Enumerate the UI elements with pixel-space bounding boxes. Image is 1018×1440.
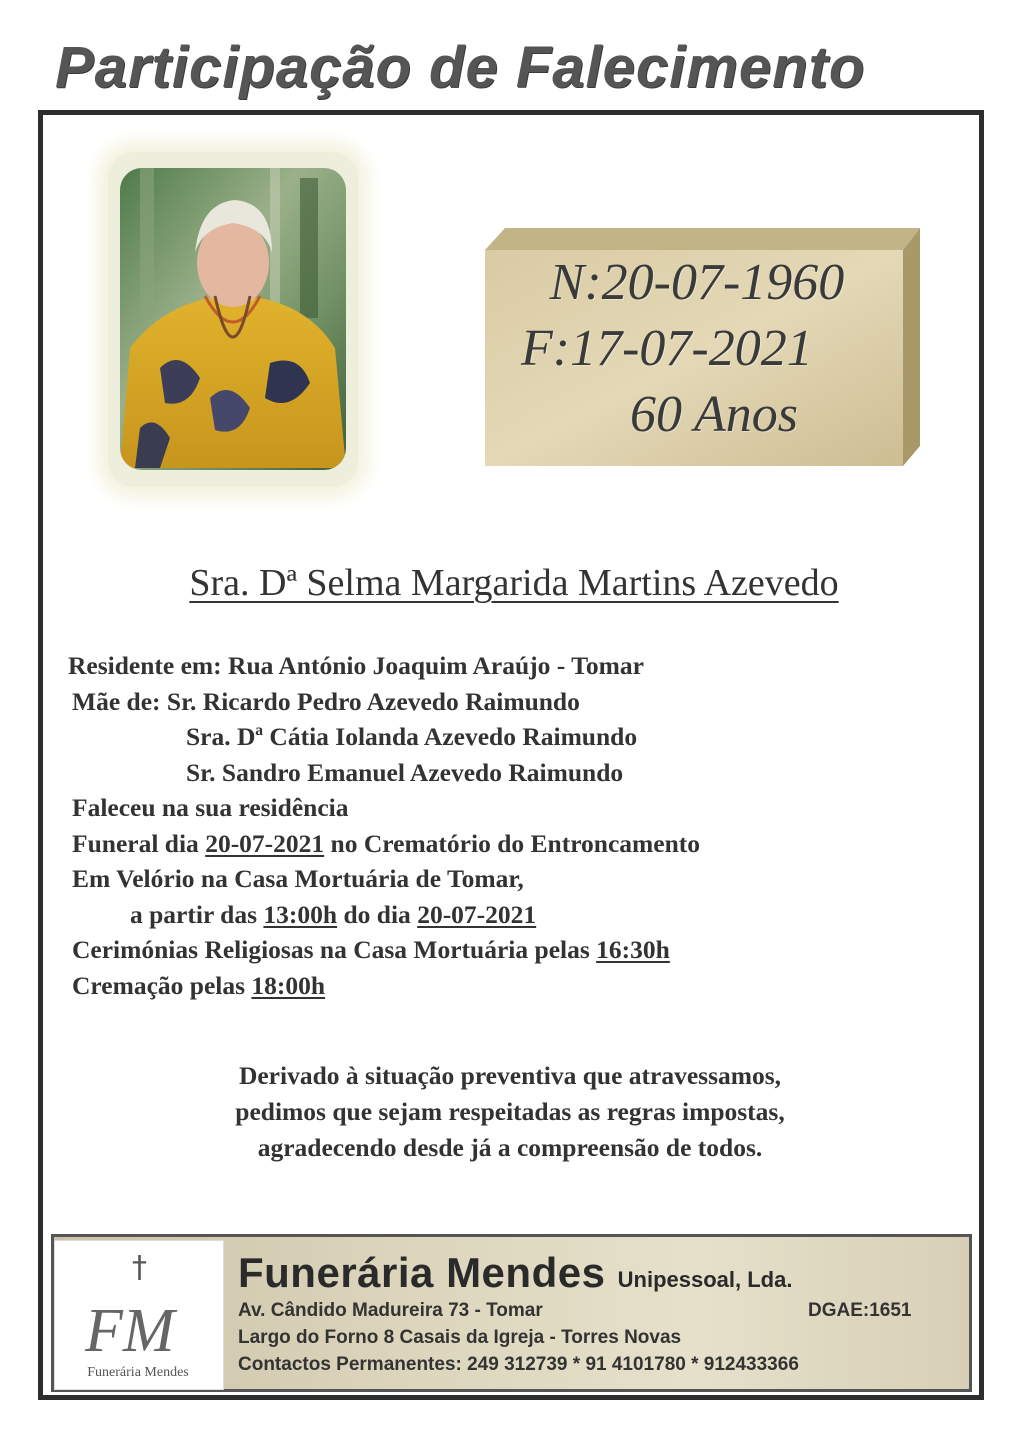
address-torres-novas: Largo do Forno 8 Casais da Igreja - Torres Novas [238,1327,682,1348]
plaque-text [485,250,903,462]
place-of-death: Faleceu na sua residência [72,793,349,822]
cross-icon: † [132,1250,147,1285]
children-line: Mãe de: Sr. Ricardo Pedro Azevedo Raimundo [72,686,580,716]
covid-notice: Derivado à situação preventiva que atravessamos, pedimos que sejam respeitadas as regras impostas, agradecendo desde já a compreensão de todos. [235,1061,785,1162]
wake-line: Em Velório na Casa Mortuária de Tomar, [72,864,524,893]
funeral-line: Funeral dia 20-07-2021 no Crematório do Entroncamento [72,828,701,858]
deceased-name: Sra. Dª Selma Margarida Martins Azevedo [189,562,839,604]
page-title: Participação de Falecimento [55,35,866,100]
ceremony-line: Cerimónias Religiosas na Casa Mortuária pelas 16:30h [72,935,670,964]
wake-time: 13:00h [263,899,338,929]
child-name: Sr. Ricardo Pedro Azevedo Raimundo [166,686,580,716]
funeral-date: 20-07-2021 [205,828,325,858]
child-name: Sra. Dª Cátia Iolanda Azevedo Raimundo [186,722,638,751]
company-name: Funerária Mendes Unipessoal, Lda. [238,1249,793,1296]
cremation-time: 18:00h [251,970,326,1000]
funeral-details [68,648,968,1003]
residence-line: Residente em: Rua António Joaquim Araújo - Tomar [68,651,644,680]
contacts: Contactos Permanentes: 249 312739 * 91 4101780 * 912433366 [238,1354,799,1375]
age: 60 Anos [629,386,799,443]
dgae-number: DGAE:1651 [808,1300,912,1321]
child-name: Sr. Sandro Emanuel Azevedo Raimundo [186,757,624,787]
address-tomar: Av. Cândido Madureira 73 - Tomar [238,1300,543,1321]
ceremony-time: 16:30h [596,935,670,964]
death-date: F:17-07-2021 [521,320,813,377]
svg-text:FM: FM [85,1297,175,1365]
wake-time-line: a partir das 13:00h do dia 20-07-2021 [130,899,537,929]
cremation-line: Cremação pelas 18:00h [72,970,326,1000]
logo-caption: Funerária Mendes [87,1365,189,1380]
birth-date: N:20-07-1960 [549,254,845,311]
portrait-photo [120,168,346,470]
wake-date: 20-07-2021 [417,899,537,929]
